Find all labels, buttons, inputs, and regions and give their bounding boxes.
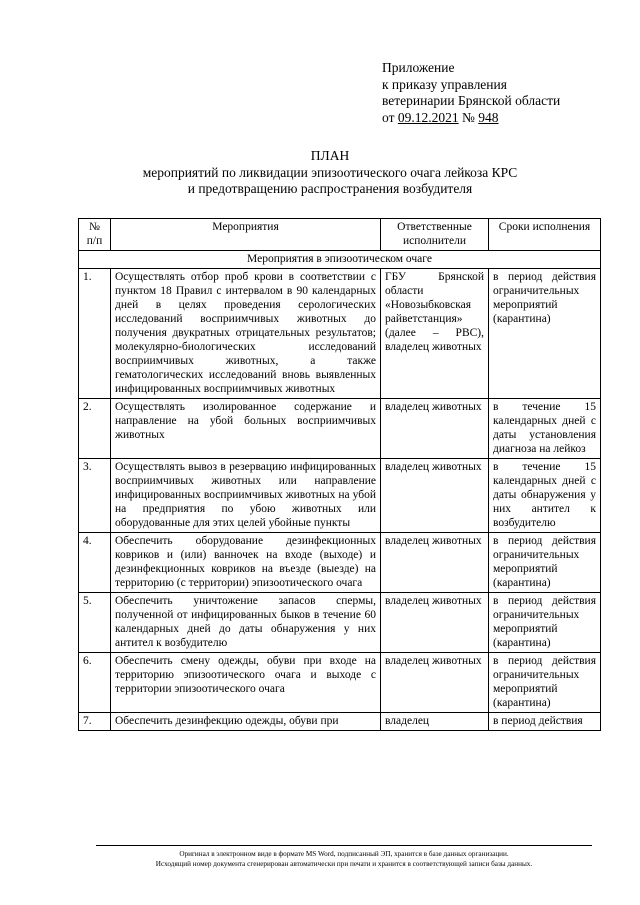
section-row [79,251,601,269]
row-deadline: в период действия ограничительных мероприятий (карантина) [489,653,601,713]
row-responsible: владелец животных [381,399,489,459]
row-deadline: в течение 15 календарных дней с даты обнаружения у них антител к возбудителю [489,459,601,533]
row-responsible: владелец животных [381,593,489,653]
row-deadline: в течение 15 календарных дней с даты установления диагноза на лейкоз [489,399,601,459]
table-row [79,593,601,653]
order-number: 948 [478,109,499,125]
row-measure: Осуществлять отбор проб крови в соответствии с пунктом 18 Правил с интервалом в 90 календарных дней в целях проведения серологических исследований восприимчивых животных до получения двукратных отрицательных результатов; молекулярно-биологических исследований восприимчивых животных, а также гематологических исследований вновь выявленных инфицированных восприимчивых животных [111,269,381,399]
appendix-line-2: к приказу управления [382,76,507,92]
footer-divider [96,845,592,846]
row-measure: Обеспечить дезинфекцию одежды, обуви при [111,713,381,731]
row-deadline: в период действия [489,713,601,731]
row-responsible: владелец животных [381,459,489,533]
appendix-line-3: ветеринарии Брянской области [382,93,561,108]
footer-line-2: Исходящий номер документа сгенерирован автоматически при печати и хранится в соответствующей записи базы данных. [155,860,533,868]
table-row [79,653,601,713]
header-responsible: Ответственные исполнители [381,219,489,251]
row-responsible: владелец [381,713,489,731]
row-deadline: в период действия ограничительных мероприятий (карантина) [489,533,601,593]
row-number: 2. [79,399,111,459]
row-measure: Обеспечить уничтожение запасов спермы, полученной от инфицированных быков в течение 60 календарных дней до даты обнаружения у них антител к возбудителю [111,593,381,653]
number-sign: № [458,109,479,125]
order-date: 09.12.2021 [397,109,459,125]
header-measures: Мероприятия [111,219,381,251]
row-responsible: владелец животных [381,653,489,713]
appendix-line-4 [382,110,622,127]
header-num: № п/п [79,219,111,251]
table-row [79,533,601,593]
table-row [79,399,601,459]
table-row [79,713,601,731]
table-header-row [79,219,601,251]
row-measure: Обеспечить смену одежды, обуви при входе на территорию эпизоотического очага и выходе с территории эпизоотического очага [111,653,381,713]
row-number: 4. [79,533,111,593]
plan-table [78,218,601,731]
row-measure: Осуществлять изолированное содержание и направление на убой больных восприимчивых животных [111,399,381,459]
appendix-from: от [382,109,398,125]
title-line-1: ПЛАН [310,148,350,163]
row-responsible: ГБУ Брянской области «Новозыбковская райветстанция» (далее – РВС), владелец животных [381,269,489,399]
row-measure: Обеспечить оборудование дезинфекционных ковриков и (или) ванночек на входе (выходе) и дезинфекционных ковриков на въезде (выезде) на территорию (с территории) эпизоотического очага [111,533,381,593]
row-number: 5. [79,593,111,653]
title-line-2: мероприятий по ликвидации эпизоотического очага лейкоза КРС [142,164,518,180]
title-line-3: и предотвращению распространения возбудителя [187,181,473,196]
row-number: 3. [79,459,111,533]
document-title [80,148,580,198]
appendix-block [382,60,622,126]
appendix-line-1: Приложение [382,60,455,75]
row-responsible: владелец животных [381,533,489,593]
table-row [79,459,601,533]
header-deadlines: Сроки исполнения [489,219,601,251]
row-number: 7. [79,713,111,731]
row-deadline: в период действия ограничительных мероприятий (карантина) [489,269,601,399]
section-title: Мероприятия в эпизоотическом очаге [79,251,601,269]
row-number: 6. [79,653,111,713]
row-measure: Осуществлять вывоз в резервацию инфицированных восприимчивых животных или направление инфицированных восприимчивых животных на убой на предприятия по убою животных или оборудованные для этих целей убойные пункты [111,459,381,533]
table-row [79,269,601,399]
footer-line-1: Оригинал в электронном виде в формате MS Word, подписанный ЭП, хранится в базе данных организации. [179,850,509,858]
row-deadline: в период действия ограничительных мероприятий (карантина) [489,593,601,653]
row-number: 1. [79,269,111,399]
